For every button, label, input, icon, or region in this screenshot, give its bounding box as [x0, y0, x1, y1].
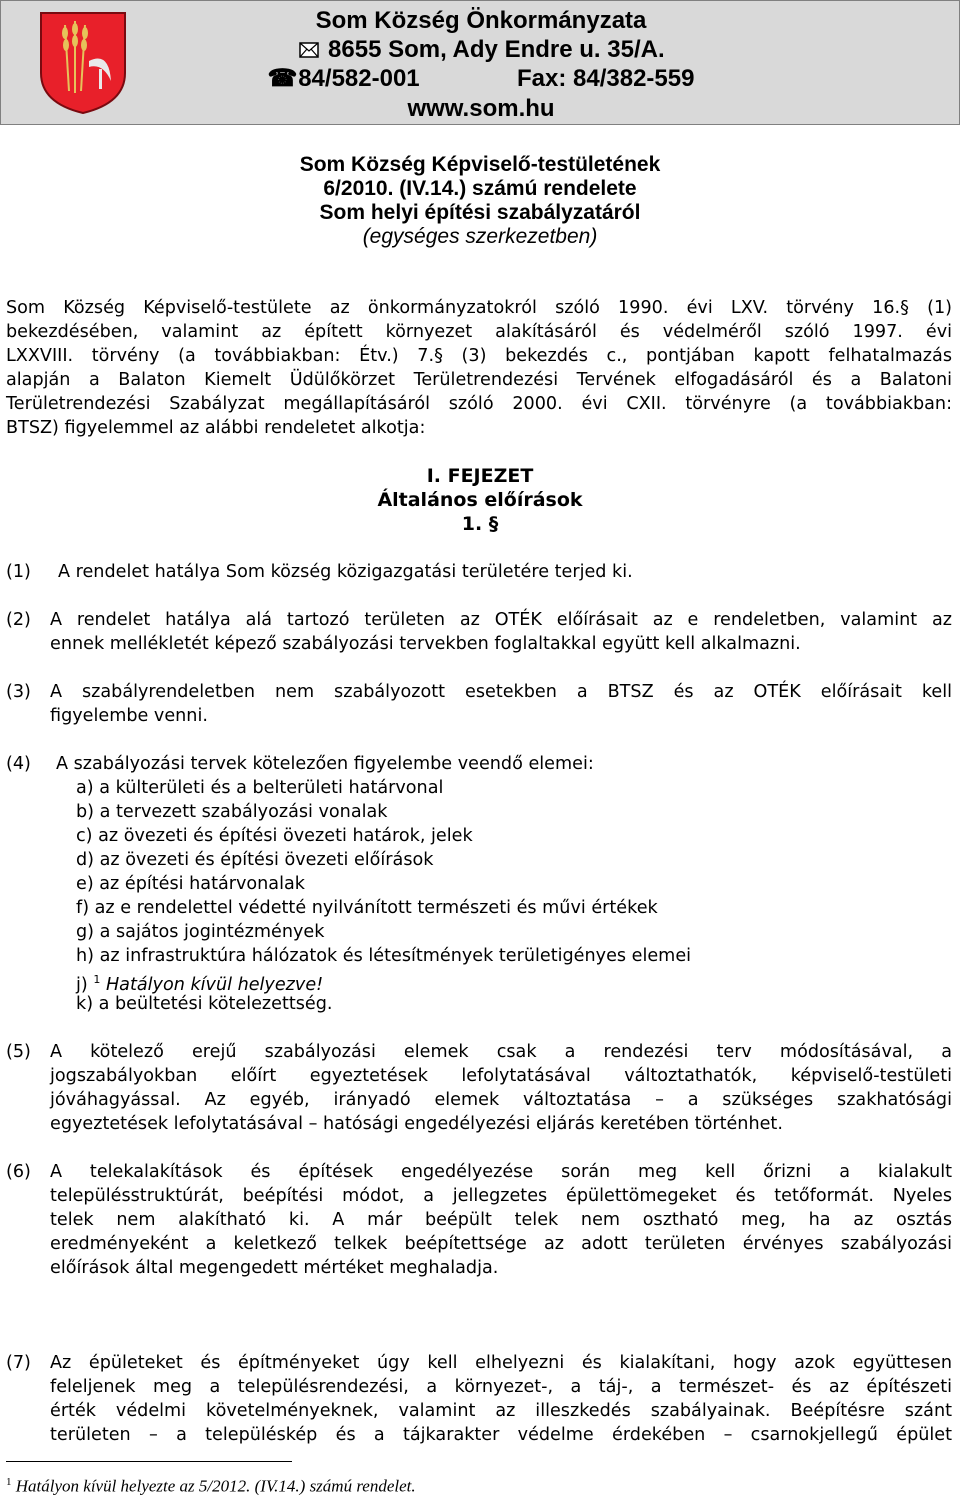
preamble-line: Som Község Képviselő-testülete az önkormányzatokról szóló 1990. évi LXV. törvény 16.§ (1)	[6, 298, 952, 318]
list-item: f) az e rendelettel védetté nyilvánított természeti és művi értékek	[76, 898, 658, 918]
repealed-note: Hatályon kívül helyezve!	[105, 974, 324, 995]
org-name: Som Község Önkormányzata	[315, 7, 647, 34]
paragraph-number: (2)	[6, 610, 31, 630]
paragraph-text: A szabályrendeletben nem szabályozott esetekben a BTSZ és az OTÉK előírásait kell	[50, 682, 952, 702]
list-item: c) az övezeti és építési övezeti határok, jelek	[76, 826, 473, 846]
paragraph-text: érték védelmi követelményeknek, valamint az illeszkedés szabályainak. Beépítésre szánt	[50, 1401, 952, 1421]
envelope-icon	[297, 36, 321, 64]
address-line	[201, 36, 761, 64]
paragraph-number: (7)	[6, 1353, 31, 1373]
list-item: e) az építési határvonalak	[76, 874, 305, 894]
preamble-line: Területrendezési Szabályzat megállapításáról szóló 2000. évi CXII. törvényre (a továbbiakban:	[6, 394, 952, 414]
footnote-text: Hatályon kívül helyezte az 5/2012. (IV.14.) számú rendelet.	[15, 1476, 416, 1496]
paragraph-text: figyelembe venni.	[50, 706, 208, 726]
paragraph-text: Az épületeket és építményeket úgy kell elhelyezni és kialakítani, hogy azok együttesen	[50, 1353, 952, 1373]
preamble-line: BTSZ) figyelemmel az alábbi rendeletet alkotja:	[6, 418, 426, 438]
title-line-1: Som Község Képviselő-testületének	[299, 153, 661, 176]
paragraph-number: (4)	[6, 754, 31, 774]
coat-of-arms-icon	[39, 11, 127, 115]
paragraph-text: eredményeként a keletkező telkek beépítettsége az adott területen érvényes szabályozási	[50, 1234, 952, 1254]
list-item: k) a beültetési kötelezettség.	[76, 994, 333, 1014]
telephone-icon: ☎	[267, 65, 298, 92]
fax-text: Fax: 84/382-559	[517, 65, 695, 92]
chapter-number: I. FEJEZET	[426, 465, 534, 487]
title-line-2: 6/2010. (IV.14.) számú rendelete	[323, 177, 637, 200]
paragraph-number: (1)	[6, 562, 31, 582]
paragraph-number: (5)	[6, 1042, 31, 1062]
chapter-title: Általános előírások	[377, 489, 583, 511]
paragraph-text: A kötelező erejű szabályozási elemek csak a rendezési terv módosításával, a	[50, 1042, 952, 1062]
preamble-line: alapján a Balaton Kiemelt Üdülőkörzet Területrendezési Tervének elfogadásáról és a Balatoni	[6, 370, 952, 390]
paragraph-text: A rendelet hatálya Som község közigazgatási területére terjed ki.	[58, 562, 633, 582]
section-number: 1. §	[461, 513, 499, 535]
list-item: d) az övezeti és építési övezeti előírások	[76, 850, 434, 870]
paragraph-text: A rendelet hatálya alá tartozó területen az OTÉK előírásait az e rendeletben, valamint az	[50, 610, 952, 630]
website-text: www.som.hu	[407, 95, 555, 122]
footnote	[6, 1470, 416, 1499]
address-text: 8655 Som, Ady Endre u. 35/A.	[328, 36, 665, 63]
paragraph-text: településstruktúrát, beépítési módot, a jellegzetes épülettömegeket és tetőformát. Nyeles	[50, 1186, 952, 1206]
paragraph-text: területen – a településkép és a tájkarakter védelme érdekében – csarnokjellegű épület	[50, 1425, 952, 1445]
paragraph-number: (3)	[6, 682, 31, 702]
paragraph-text: feleljenek meg a településrendezési, a környezet-, a táj-, a természet- és az építészeti	[50, 1377, 952, 1397]
paragraph-text: jóváhagyással. Az egyéb, irányadó elemek változtatása – a szükséges szakhatósági	[50, 1090, 952, 1110]
letterhead	[0, 0, 960, 125]
paragraph-number: (6)	[6, 1162, 31, 1182]
list-item: h) az infrastruktúra hálózatok és létesítmények területigényes elemei	[76, 946, 692, 966]
preamble-line: LXXVIII. törvény (a továbbiakban: Étv.) 7.§ (3) bekezdés c., pontjában kapott felhatalmazás	[6, 346, 952, 366]
footnote-divider	[6, 1461, 292, 1462]
phone-text: 84/582-001	[298, 65, 420, 92]
contact-line	[201, 65, 761, 93]
list-item: b) a tervezett szabályozási vonalak	[76, 802, 388, 822]
preamble-line: bekezdésében, valamint az épített környezet alakításáról és védelméről szóló 1997. évi	[6, 322, 952, 342]
paragraph-text: A telekalakítások és építések engedélyezése során meg kell őrizni a kialakult	[50, 1162, 952, 1182]
title-subtitle: (egységes szerkezetben)	[362, 225, 598, 248]
footnote-mark: 1	[6, 1476, 12, 1488]
title-line-3: Som helyi építési szabályzatáról	[319, 201, 641, 224]
list-item: a) a külterületi és a belterületi határvonal	[76, 778, 444, 798]
paragraph-text: jogszabályokban előírt egyeztetések lefolytatásával változtathatók, képviselő-testületi	[50, 1066, 952, 1086]
paragraph-text: egyeztetések lefolytatásával – hatósági engedélyezési eljárás keretében történhet.	[50, 1114, 783, 1134]
paragraph-text: előírások által megengedett mértéket meghaladja.	[50, 1258, 499, 1278]
paragraph-text: telek nem alakítható ki. A már beépült telek nem osztható meg, ha az osztás	[50, 1210, 952, 1230]
footnote-reference[interactable]: 1	[93, 973, 101, 986]
paragraph-text: ennek mellékletét képező szabályozási tervekben foglaltakkal együtt kell alkalmazni.	[50, 634, 801, 654]
list-item: g) a sajátos jogintézmények	[76, 922, 325, 942]
list-item-label: j)	[76, 974, 88, 995]
paragraph-text: A szabályozási tervek kötelezően figyelembe veendő elemei:	[56, 754, 594, 774]
